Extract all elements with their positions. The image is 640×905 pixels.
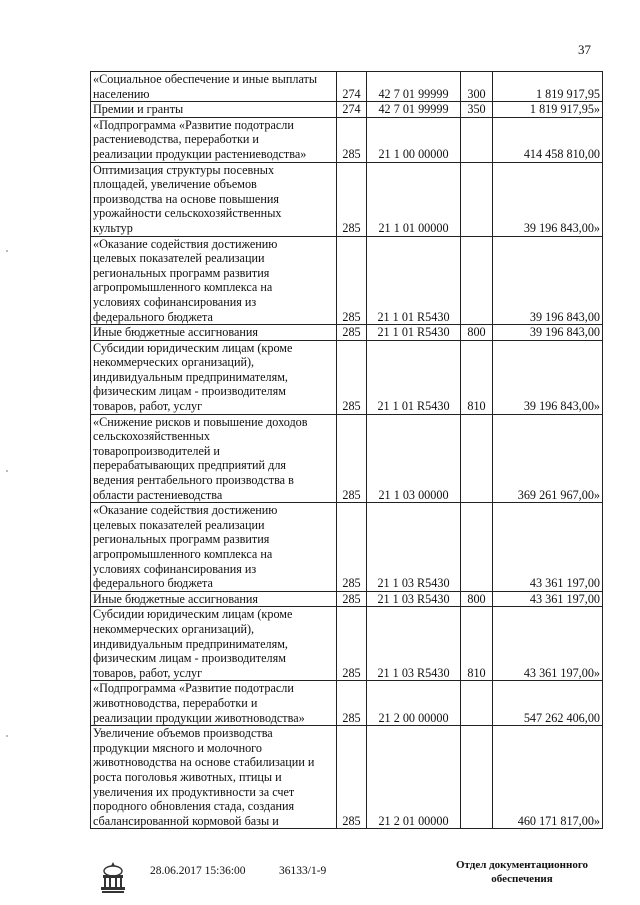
item-name-cell bbox=[91, 72, 337, 102]
item-name-line: индивидуальным предпринимателям, bbox=[93, 636, 288, 651]
item-name-cell bbox=[91, 325, 337, 341]
item-name-line: «Социальное обеспечение и иные выплаты bbox=[93, 72, 318, 86]
expense-type-cell bbox=[461, 726, 493, 829]
item-name-line: Субсидии юридическим лицам (кроме bbox=[93, 607, 293, 622]
item-name-line: Иные бюджетные ассигнования bbox=[93, 325, 259, 340]
table-row bbox=[91, 102, 603, 118]
target-article-cell: 21 1 03 R5430 bbox=[367, 607, 461, 681]
item-name-cell bbox=[91, 162, 337, 236]
item-name-line: Увеличение объемов производства bbox=[93, 726, 273, 741]
item-name-cell bbox=[91, 503, 337, 592]
amount-cell: 43 361 197,00» bbox=[493, 607, 603, 681]
gov-code-cell: 285 bbox=[337, 236, 367, 325]
expense-type-cell: 300 bbox=[461, 72, 493, 102]
footer-doc-number: 36133/1-9 bbox=[279, 865, 327, 877]
expense-type-cell bbox=[461, 162, 493, 236]
gov-code-cell: 285 bbox=[337, 726, 367, 829]
budget-table bbox=[90, 71, 603, 829]
department-stamp bbox=[452, 858, 592, 886]
table-row bbox=[91, 681, 603, 726]
target-article-cell: 42 7 01 99999 bbox=[367, 72, 461, 102]
item-name-line: индивидуальным предпринимателям, bbox=[93, 369, 288, 384]
amount-cell: 39 196 843,00 bbox=[493, 236, 603, 325]
item-name-line: области растениеводства bbox=[93, 487, 223, 502]
table-row bbox=[91, 503, 603, 592]
table-row bbox=[91, 340, 603, 414]
target-article-cell: 21 1 01 R5430 bbox=[367, 340, 461, 414]
duma-seal-logo bbox=[99, 860, 127, 896]
item-name-line: Оптимизация структуры посевных bbox=[93, 162, 275, 177]
target-article-cell: 21 1 00 00000 bbox=[367, 117, 461, 162]
item-name-cell bbox=[91, 117, 337, 162]
item-name-line: условиях софинансирования из bbox=[93, 561, 257, 576]
item-name-line: региональных программ развития bbox=[93, 532, 270, 547]
expense-type-cell: 800 bbox=[461, 325, 493, 341]
item-name-cell bbox=[91, 681, 337, 726]
table-row bbox=[91, 607, 603, 681]
item-name-cell bbox=[91, 591, 337, 607]
item-name-cell bbox=[91, 340, 337, 414]
item-name-line: «Оказание содействия достижению bbox=[93, 236, 278, 251]
item-name-line: целевых показателей реализации bbox=[93, 251, 265, 266]
target-article-cell: 21 1 01 R5430 bbox=[367, 236, 461, 325]
item-name-line: «Подпрограмма «Развитие подотрасли bbox=[93, 117, 294, 132]
item-name-line: «Оказание содействия достижению bbox=[93, 503, 278, 518]
gov-code-cell: 285 bbox=[337, 414, 367, 503]
table-row bbox=[91, 236, 603, 325]
item-name-line: ведения рентабельного производства в bbox=[93, 473, 294, 488]
target-article-cell: 21 1 03 00000 bbox=[367, 414, 461, 503]
target-article-cell: 21 1 03 R5430 bbox=[367, 503, 461, 592]
amount-cell: 460 171 817,00» bbox=[493, 726, 603, 829]
expense-type-cell: 810 bbox=[461, 340, 493, 414]
table-row bbox=[91, 72, 603, 102]
item-name-cell bbox=[91, 414, 337, 503]
amount-cell: 414 458 810,00 bbox=[493, 117, 603, 162]
item-name-cell bbox=[91, 726, 337, 829]
table-row bbox=[91, 726, 603, 829]
amount-cell: 39 196 843,00 bbox=[493, 325, 603, 341]
department-line: Отдел документационного bbox=[455, 859, 589, 871]
item-name-cell bbox=[91, 236, 337, 325]
item-name-line: сельскохозяйственных bbox=[93, 429, 210, 444]
table-row bbox=[91, 414, 603, 503]
item-name-line: товаров, работ, услуг bbox=[93, 399, 203, 414]
amount-cell: 43 361 197,00 bbox=[493, 591, 603, 607]
scan-speck bbox=[6, 470, 8, 472]
item-name-line: животноводства, переработки и bbox=[93, 695, 258, 710]
item-name-line: физическим лицам - производителям bbox=[93, 651, 286, 666]
item-name-line: физическим лицам - производителям bbox=[93, 384, 286, 399]
amount-cell: 39 196 843,00» bbox=[493, 340, 603, 414]
item-name-line: условиях софинансирования из bbox=[93, 294, 257, 309]
item-name-line: агропромышленного комплекса на bbox=[93, 280, 273, 295]
item-name-line: федерального бюджета bbox=[93, 576, 213, 591]
item-name-line: животноводства на основе стабилизации и bbox=[93, 755, 315, 770]
target-article-cell: 42 7 01 99999 bbox=[367, 102, 461, 118]
item-name-line: площадей, увеличение объемов bbox=[93, 177, 257, 192]
item-name-line: реализации продукции животноводства» bbox=[93, 710, 305, 725]
item-name-line: перерабатывающих предприятий для bbox=[93, 458, 287, 473]
amount-cell: 39 196 843,00» bbox=[493, 162, 603, 236]
expense-type-cell bbox=[461, 117, 493, 162]
item-name-line: сбалансированной кормовой базы и bbox=[93, 813, 279, 828]
item-name-cell bbox=[91, 102, 337, 118]
item-name-line: населению bbox=[93, 86, 150, 101]
table-row bbox=[91, 325, 603, 341]
expense-type-cell bbox=[461, 681, 493, 726]
item-name-line: целевых показателей реализации bbox=[93, 517, 265, 532]
expense-type-cell bbox=[461, 414, 493, 503]
item-name-line: региональных программ развития bbox=[93, 265, 270, 280]
item-name-line: некоммерческих организаций), bbox=[93, 355, 255, 370]
budget-table-body bbox=[91, 72, 603, 829]
item-name-line: продукции мясного и молочного bbox=[93, 740, 262, 755]
expense-type-cell bbox=[461, 503, 493, 592]
expense-type-cell: 810 bbox=[461, 607, 493, 681]
table-row bbox=[91, 117, 603, 162]
item-name-line: реализации продукции растениеводства» bbox=[93, 146, 307, 161]
expense-type-cell: 350 bbox=[461, 102, 493, 118]
gov-code-cell: 285 bbox=[337, 117, 367, 162]
item-name-line: агропромышленного комплекса на bbox=[93, 547, 273, 561]
gov-code-cell: 285 bbox=[337, 325, 367, 341]
item-name-line: урожайности сельскохозяйственных bbox=[93, 206, 282, 221]
page-number: 37 bbox=[578, 42, 591, 57]
target-article-cell: 21 2 01 00000 bbox=[367, 726, 461, 829]
item-name-line: товаропроизводителей и bbox=[93, 443, 220, 458]
item-name-cell bbox=[91, 607, 337, 681]
item-name-line: «Снижение рисков и повышение доходов bbox=[93, 414, 308, 429]
item-name-line: роста поголовья животных, птицы и bbox=[93, 769, 282, 784]
gov-code-cell: 274 bbox=[337, 102, 367, 118]
table-row bbox=[91, 591, 603, 607]
item-name-line: Иные бюджетные ассигнования bbox=[93, 591, 259, 606]
gov-code-cell: 285 bbox=[337, 162, 367, 236]
expense-type-cell: 800 bbox=[461, 591, 493, 607]
target-article-cell: 21 1 01 00000 bbox=[367, 162, 461, 236]
gov-code-cell: 274 bbox=[337, 72, 367, 102]
amount-cell: 1 819 917,95» bbox=[493, 102, 603, 118]
item-name-line: «Подпрограмма «Развитие подотрасли bbox=[93, 681, 294, 696]
expense-type-cell bbox=[461, 236, 493, 325]
item-name-line: породного обновления стада, создания bbox=[93, 799, 295, 814]
item-name-line: Премии и гранты bbox=[93, 102, 184, 117]
scan-speck bbox=[6, 735, 8, 737]
amount-cell: 1 819 917,95 bbox=[493, 72, 603, 102]
gov-code-cell: 285 bbox=[337, 607, 367, 681]
item-name-line: увеличения их продуктивности за счет bbox=[93, 784, 295, 799]
department-line: обеспечения bbox=[491, 873, 553, 885]
item-name-line: Субсидии юридическим лицам (кроме bbox=[93, 340, 293, 355]
target-article-cell: 21 1 03 R5430 bbox=[367, 591, 461, 607]
gov-code-cell: 285 bbox=[337, 591, 367, 607]
item-name-line: товаров, работ, услуг bbox=[93, 665, 203, 680]
target-article-cell: 21 2 00 00000 bbox=[367, 681, 461, 726]
amount-cell: 547 262 406,00 bbox=[493, 681, 603, 726]
gov-code-cell: 285 bbox=[337, 340, 367, 414]
item-name-line: культур bbox=[93, 220, 133, 235]
table-row bbox=[91, 162, 603, 236]
gov-code-cell: 285 bbox=[337, 503, 367, 592]
target-article-cell: 21 1 01 R5430 bbox=[367, 325, 461, 341]
item-name-line: растениеводства, переработки и bbox=[93, 132, 259, 147]
item-name-line: производства на основе повышения bbox=[93, 191, 279, 206]
item-name-line: федерального бюджета bbox=[93, 309, 213, 324]
scan-speck bbox=[6, 250, 8, 252]
gov-code-cell: 285 bbox=[337, 681, 367, 726]
amount-cell: 369 261 967,00» bbox=[493, 414, 603, 503]
amount-cell: 43 361 197,00 bbox=[493, 503, 603, 592]
item-name-line: некоммерческих организаций), bbox=[93, 621, 255, 636]
footer-timestamp: 28.06.2017 15:36:00 bbox=[150, 865, 246, 877]
